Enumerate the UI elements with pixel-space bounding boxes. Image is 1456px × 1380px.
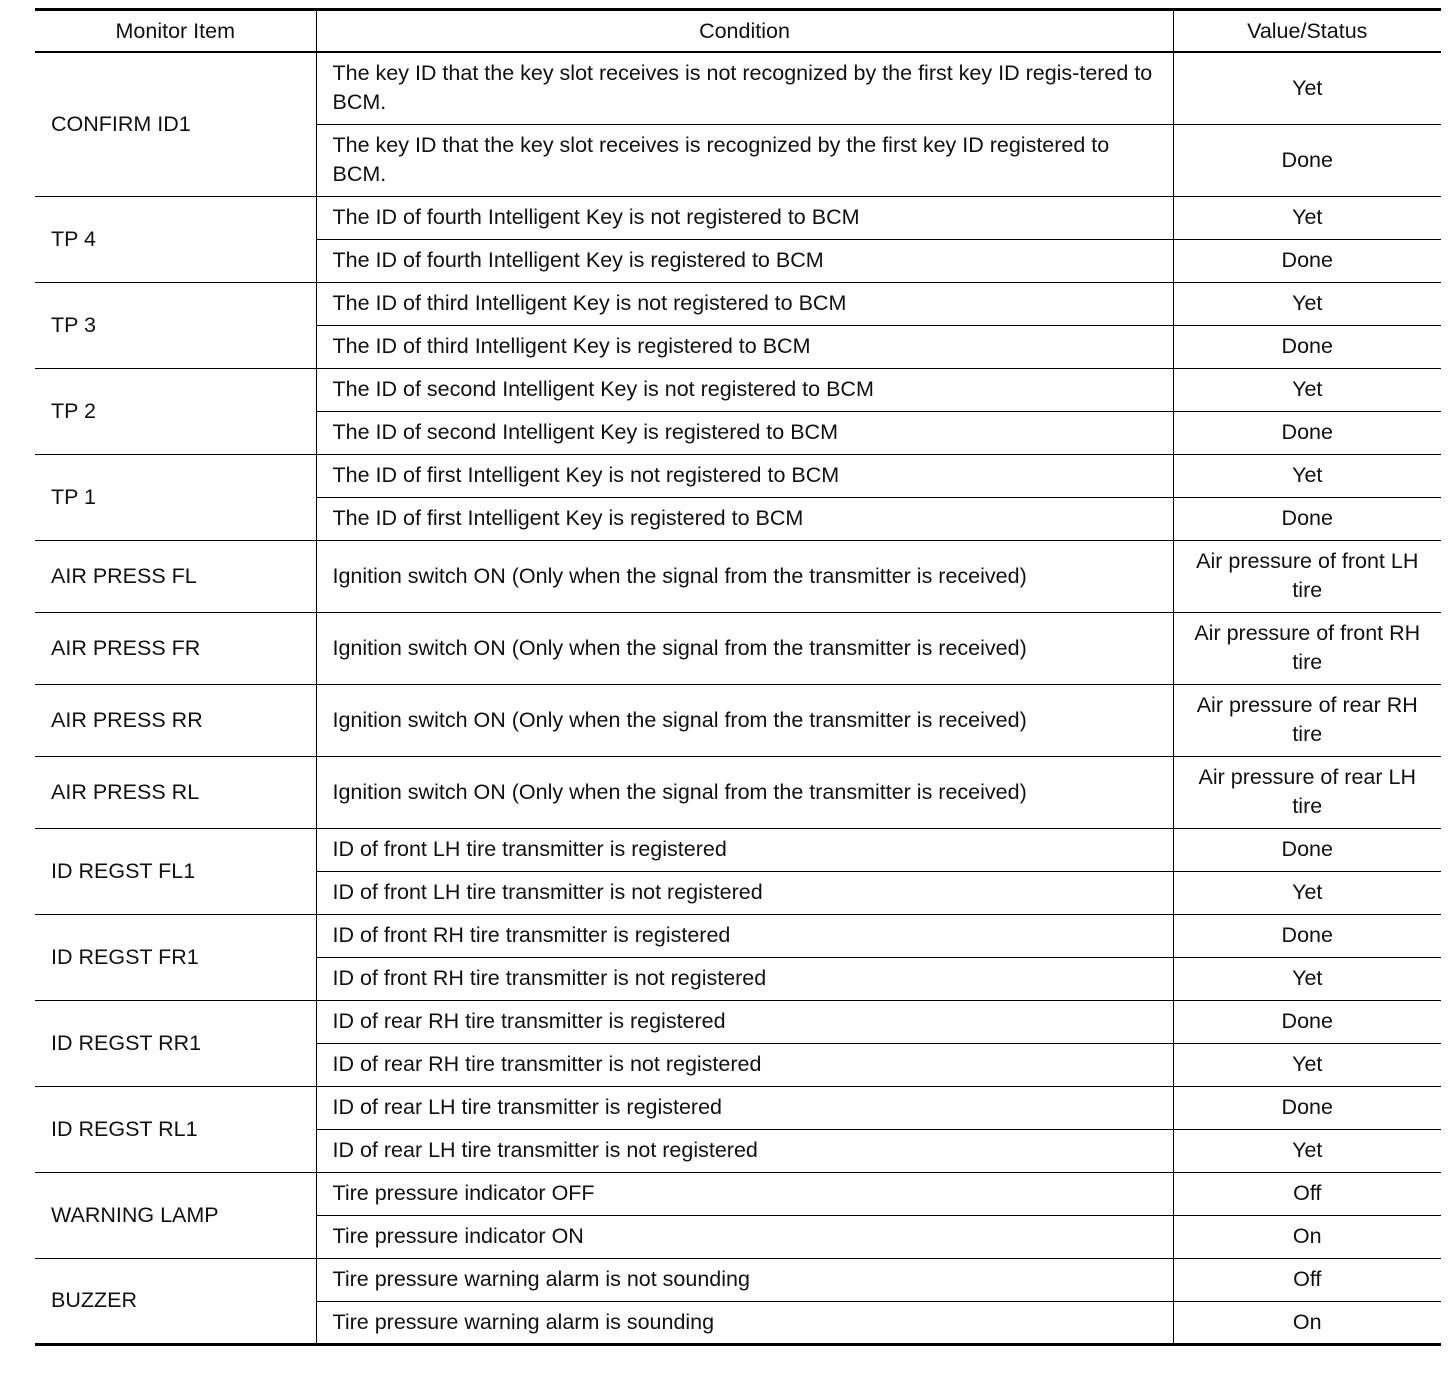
condition-cell: Ignition switch ON (Only when the signal from the transmitter is received) bbox=[316, 612, 1173, 684]
condition-cell: ID of front LH tire transmitter is registered bbox=[316, 828, 1173, 871]
value-status-cell: Yet bbox=[1173, 368, 1441, 411]
value-status-cell: On bbox=[1173, 1301, 1441, 1344]
condition-cell: The key ID that the key slot receives is not recognized by the first key ID regis-tered to BCM. bbox=[316, 52, 1173, 124]
condition-cell: Ignition switch ON (Only when the signal from the transmitter is received) bbox=[316, 684, 1173, 756]
condition-cell: The ID of second Intelligent Key is not registered to BCM bbox=[316, 368, 1173, 411]
value-status-cell: Done bbox=[1173, 411, 1441, 454]
monitor-item-cell: TP 1 bbox=[35, 454, 316, 540]
value-status-cell: Air pressure of front LH tire bbox=[1173, 540, 1441, 612]
value-status-cell: Yet bbox=[1173, 196, 1441, 239]
value-status-cell: Done bbox=[1173, 325, 1441, 368]
monitor-item-cell: ID REGST RR1 bbox=[35, 1000, 316, 1086]
condition-cell: The ID of second Intelligent Key is registered to BCM bbox=[316, 411, 1173, 454]
condition-cell: ID of front LH tire transmitter is not registered bbox=[316, 871, 1173, 914]
value-status-cell: Done bbox=[1173, 1086, 1441, 1129]
table-body bbox=[35, 52, 1441, 1344]
value-status-cell: On bbox=[1173, 1215, 1441, 1258]
monitor-item-cell: AIR PRESS FL bbox=[35, 540, 316, 612]
value-status-cell: Air pressure of rear RH tire bbox=[1173, 684, 1441, 756]
condition-cell: ID of front RH tire transmitter is not registered bbox=[316, 957, 1173, 1000]
table-row bbox=[35, 282, 1441, 325]
monitor-item-cell: ID REGST FR1 bbox=[35, 914, 316, 1000]
monitor-item-cell: ID REGST RL1 bbox=[35, 1086, 316, 1172]
condition-cell: ID of front RH tire transmitter is registered bbox=[316, 914, 1173, 957]
value-status-cell: Done bbox=[1173, 239, 1441, 282]
monitor-item-cell: CONFIRM ID1 bbox=[35, 52, 316, 196]
table-row bbox=[35, 52, 1441, 124]
monitor-item-cell: TP 3 bbox=[35, 282, 316, 368]
table-row bbox=[35, 1000, 1441, 1043]
monitor-item-cell: WARNING LAMP bbox=[35, 1172, 316, 1258]
table-row bbox=[35, 196, 1441, 239]
condition-cell: Tire pressure warning alarm is sounding bbox=[316, 1301, 1173, 1344]
condition-cell: The ID of fourth Intelligent Key is registered to BCM bbox=[316, 239, 1173, 282]
monitor-item-cell: BUZZER bbox=[35, 1258, 316, 1344]
table-row bbox=[35, 1258, 1441, 1301]
monitor-item-cell: TP 2 bbox=[35, 368, 316, 454]
value-status-cell: Yet bbox=[1173, 1043, 1441, 1086]
table-row bbox=[35, 454, 1441, 497]
value-status-cell: Yet bbox=[1173, 957, 1441, 1000]
condition-cell: ID of rear RH tire transmitter is not registered bbox=[316, 1043, 1173, 1086]
monitor-item-cell: TP 4 bbox=[35, 196, 316, 282]
monitor-item-cell: ID REGST FL1 bbox=[35, 828, 316, 914]
table-row bbox=[35, 756, 1441, 828]
value-status-cell: Done bbox=[1173, 124, 1441, 196]
condition-cell: Tire pressure indicator OFF bbox=[316, 1172, 1173, 1215]
condition-cell: The ID of third Intelligent Key is registered to BCM bbox=[316, 325, 1173, 368]
header-monitor-item: Monitor Item bbox=[35, 10, 316, 53]
table-row bbox=[35, 684, 1441, 756]
table-header-row bbox=[35, 10, 1441, 53]
table-row bbox=[35, 828, 1441, 871]
condition-cell: ID of rear LH tire transmitter is not registered bbox=[316, 1129, 1173, 1172]
condition-cell: The ID of fourth Intelligent Key is not registered to BCM bbox=[316, 196, 1173, 239]
table-row bbox=[35, 914, 1441, 957]
value-status-cell: Off bbox=[1173, 1258, 1441, 1301]
header-value-status: Value/Status bbox=[1173, 10, 1441, 53]
condition-cell: Tire pressure warning alarm is not sounding bbox=[316, 1258, 1173, 1301]
monitor-item-cell: AIR PRESS RL bbox=[35, 756, 316, 828]
condition-cell: Ignition switch ON (Only when the signal from the transmitter is received) bbox=[316, 540, 1173, 612]
monitor-item-cell: AIR PRESS FR bbox=[35, 612, 316, 684]
condition-cell: The key ID that the key slot receives is recognized by the first key ID registered to BCM. bbox=[316, 124, 1173, 196]
condition-cell: ID of rear RH tire transmitter is registered bbox=[316, 1000, 1173, 1043]
table-row bbox=[35, 612, 1441, 684]
value-status-cell: Off bbox=[1173, 1172, 1441, 1215]
value-status-cell: Yet bbox=[1173, 454, 1441, 497]
value-status-cell: Yet bbox=[1173, 871, 1441, 914]
condition-cell: The ID of first Intelligent Key is not registered to BCM bbox=[316, 454, 1173, 497]
header-condition: Condition bbox=[316, 10, 1173, 53]
table-row bbox=[35, 1086, 1441, 1129]
value-status-cell: Yet bbox=[1173, 52, 1441, 124]
value-status-cell: Done bbox=[1173, 497, 1441, 540]
condition-cell: ID of rear LH tire transmitter is registered bbox=[316, 1086, 1173, 1129]
value-status-cell: Yet bbox=[1173, 282, 1441, 325]
value-status-cell: Done bbox=[1173, 828, 1441, 871]
table-row bbox=[35, 368, 1441, 411]
table-row bbox=[35, 1172, 1441, 1215]
condition-cell: The ID of first Intelligent Key is registered to BCM bbox=[316, 497, 1173, 540]
monitor-item-cell: AIR PRESS RR bbox=[35, 684, 316, 756]
condition-cell: Ignition switch ON (Only when the signal from the transmitter is received) bbox=[316, 756, 1173, 828]
value-status-cell: Done bbox=[1173, 1000, 1441, 1043]
monitor-item-table bbox=[35, 8, 1441, 1346]
value-status-cell: Air pressure of rear LH tire bbox=[1173, 756, 1441, 828]
value-status-cell: Done bbox=[1173, 914, 1441, 957]
value-status-cell: Air pressure of front RH tire bbox=[1173, 612, 1441, 684]
condition-cell: The ID of third Intelligent Key is not registered to BCM bbox=[316, 282, 1173, 325]
condition-cell: Tire pressure indicator ON bbox=[316, 1215, 1173, 1258]
table-row bbox=[35, 540, 1441, 612]
value-status-cell: Yet bbox=[1173, 1129, 1441, 1172]
